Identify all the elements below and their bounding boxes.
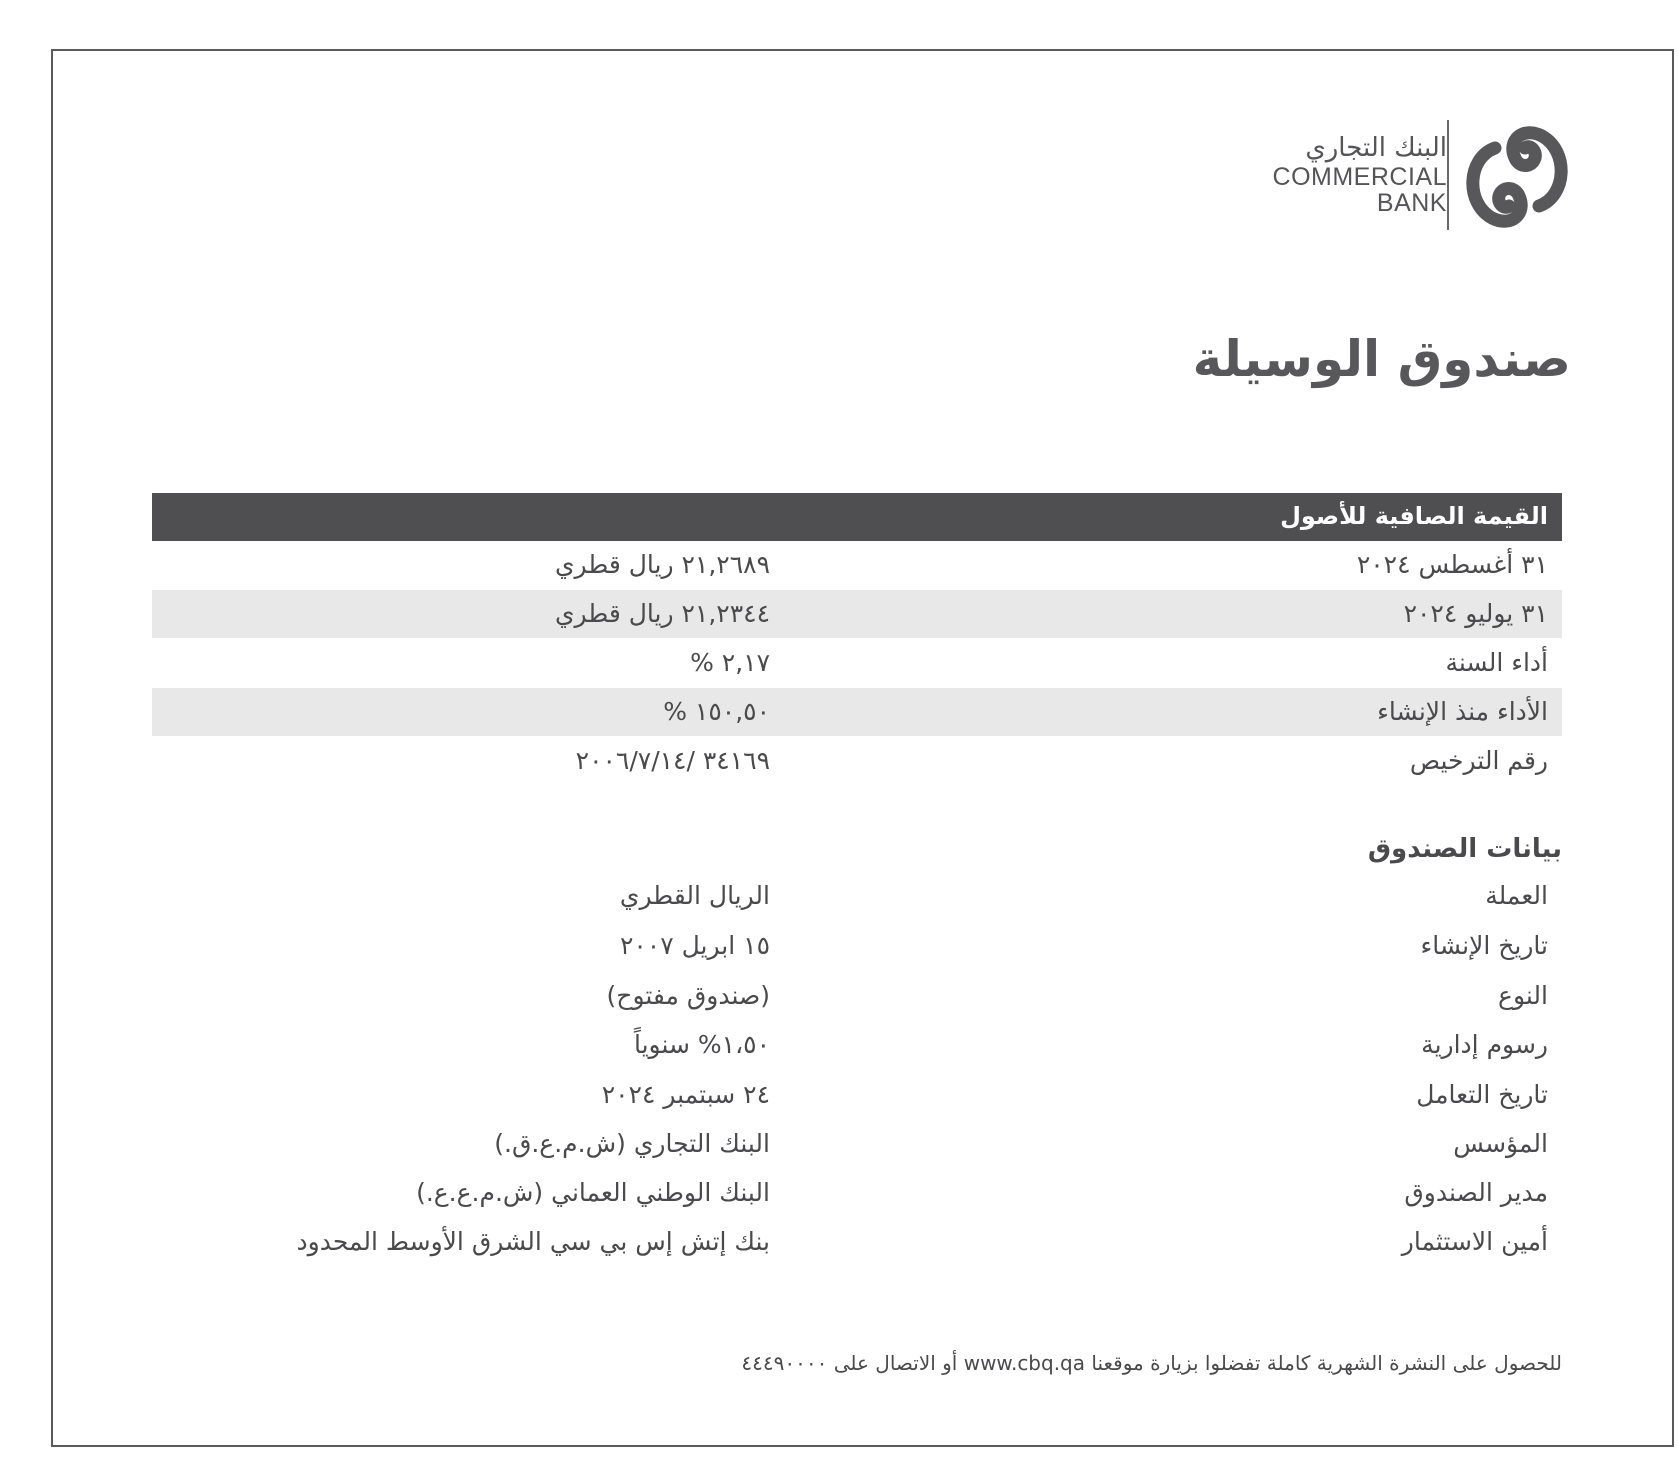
row-value: (صندوق مفتوح): [606, 981, 770, 1010]
row-label: تاريخ التعامل: [1416, 1080, 1548, 1109]
table-row: [152, 590, 1562, 638]
row-label: مدير الصندوق: [1404, 1178, 1548, 1207]
row-label: أداء السنة: [1445, 648, 1548, 677]
row-label: النوع: [1498, 981, 1548, 1010]
row-label: المؤسس: [1453, 1129, 1548, 1158]
table-row: [152, 541, 1562, 589]
table-row: [152, 1120, 1562, 1168]
row-label: أمين الاستثمار: [1401, 1227, 1548, 1256]
row-value: ٢,١٧ %: [690, 648, 770, 677]
nav-header-label: القيمة الصافية للأصول: [1280, 502, 1548, 530]
row-label: رسوم إدارية: [1421, 1030, 1548, 1059]
fund-data-heading: بيانات الصندوق: [1367, 834, 1562, 864]
table-row: [152, 1071, 1562, 1119]
row-value: ١٥ ابريل ٢٠٠٧: [619, 931, 770, 960]
nav-header-bar: [152, 493, 1562, 541]
table-row: [152, 922, 1562, 970]
commercial-bank-logo: [1262, 118, 1580, 236]
logo-arabic-name: البنك التجاري: [1305, 133, 1447, 163]
logo-english-line2: BANK: [1376, 189, 1447, 217]
page-title: صندوق الوسيلة: [1192, 330, 1571, 388]
row-value: البنك الوطني العماني (ش.م.ع.ع.): [416, 1178, 770, 1207]
table-row: [152, 972, 1562, 1020]
row-value: ١،٥٠% سنوياً: [633, 1030, 770, 1059]
table-row: [152, 1218, 1562, 1266]
row-value: البنك التجاري (ش.م.ع.ق.): [494, 1129, 770, 1158]
row-value: ٢١,٢٦٨٩ ريال قطري: [554, 550, 770, 579]
row-label: العملة: [1485, 881, 1548, 910]
logo-divider: [1447, 120, 1449, 230]
row-value: الريال القطري: [619, 881, 770, 910]
row-label: الأداء منذ الإنشاء: [1377, 697, 1548, 726]
bank-emblem-icon: [1457, 118, 1577, 236]
logo-english-line1: COMMERCIAL: [1272, 163, 1447, 191]
row-value: ٣٤١٦٩ /٢٠٠٦/٧/١٤: [575, 746, 770, 775]
row-value: ٢٤ سبتمبر ٢٠٢٤: [601, 1080, 770, 1109]
row-value: بنك إتش إس بي سي الشرق الأوسط المحدود: [296, 1227, 770, 1256]
row-value: ١٥٠,٥٠ %: [663, 697, 770, 726]
row-label: ٣١ يوليو ٢٠٢٤: [1403, 599, 1548, 628]
table-row: [152, 872, 1562, 920]
table-row: [152, 1021, 1562, 1069]
table-row: [152, 639, 1562, 687]
table-row: [152, 1169, 1562, 1217]
row-label: ٣١ أغسطس ٢٠٢٤: [1356, 550, 1548, 579]
row-label: تاريخ الإنشاء: [1420, 931, 1548, 960]
table-row: [152, 737, 1562, 785]
row-value: ٢١,٢٣٤٤ ريال قطري: [554, 599, 770, 628]
logo-text: [1273, 132, 1447, 216]
footer-note: للحصول على النشرة الشهرية كاملة تفضلوا بزيارة موقعنا www.cbq.qa أو الاتصال على ٤٤٤٩٠٠٠٠: [741, 1351, 1562, 1375]
row-label: رقم الترخيص: [1409, 746, 1548, 775]
table-row: [152, 688, 1562, 736]
